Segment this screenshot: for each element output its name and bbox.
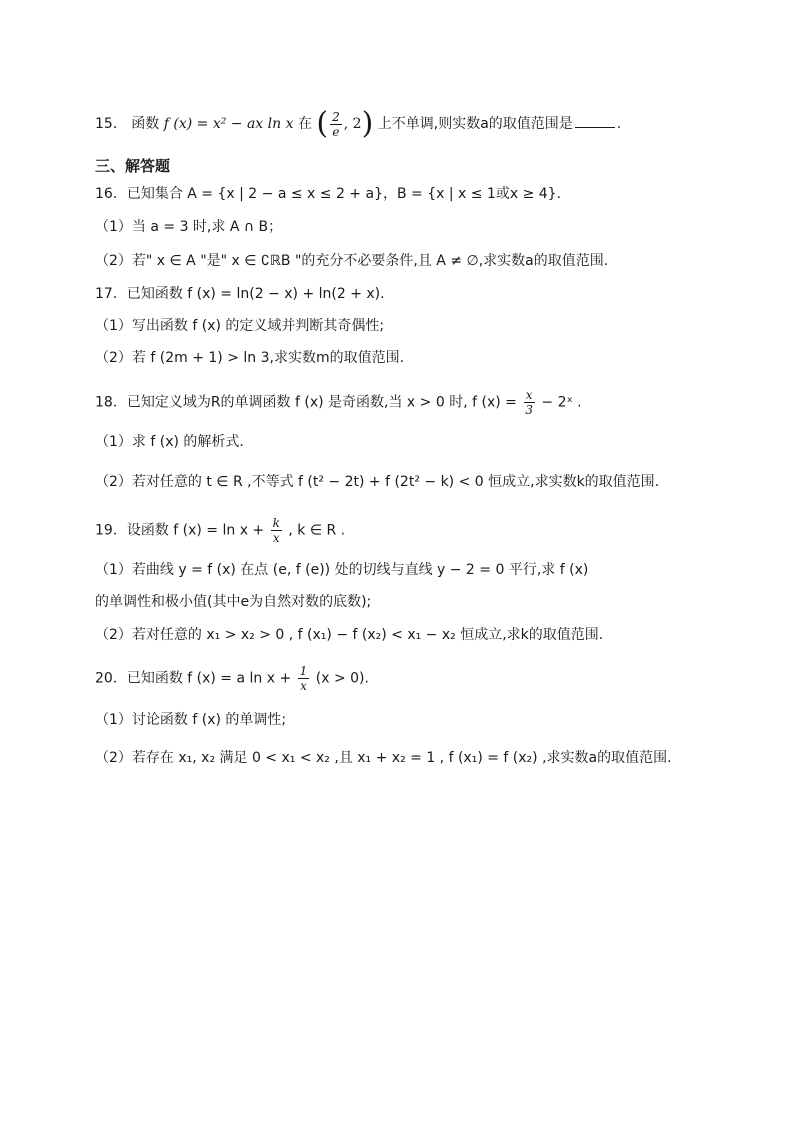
q19-stem: [95, 516, 345, 545]
q19-stem-pre: 19．设函数 f (x) = ln x +: [95, 522, 265, 539]
q16-stem: 16．已知集合 A = {x | 2 − a ≤ x ≤ 2 + a}，B = {x | x ≤ 1或x ≥ 4}.: [95, 186, 562, 202]
answer-blank: [575, 113, 615, 128]
q15-frac-den: e: [332, 124, 340, 139]
q19-frac-den: x: [272, 531, 280, 545]
q18-frac-num: x: [525, 388, 533, 402]
q15-pre: 函数: [131, 116, 160, 132]
q18-fraction: [523, 388, 535, 417]
q19-fraction: [271, 516, 282, 545]
q20-part1: （1）讨论函数 f (x) 的单调性;: [95, 712, 287, 728]
left-paren: (: [316, 106, 329, 141]
q18-part2: （2）若对任意的 t ∈ R ,不等式 f (t² − 2t) + f (2t² − k) < 0 恒成立,求实数k的取值范围.: [95, 474, 660, 490]
q15-interval-end: , 2: [343, 116, 362, 132]
q18-stem-pre: 18．已知定义域为R的单调函数 f (x) 是奇函数,当 x > 0 时, f (x) =: [95, 394, 517, 411]
q19-part1-line2: 的单调性和极小值(其中e为自然对数的底数);: [95, 594, 372, 610]
question-15: [95, 106, 622, 141]
q15-fraction: [330, 110, 342, 139]
q15-number: 15．: [95, 116, 127, 132]
q17-stem: 17．已知函数 f (x) = ln(2 − x) + ln(2 + x).: [95, 286, 385, 302]
q20-part2: （2）若存在 x₁, x₂ 满足 0 < x₁ < x₂ ,且 x₁ + x₂ = 1 , f (x₁) = f (x₂) ,求实数a的取值范围.: [95, 750, 672, 766]
q19-part2: （2）若对任意的 x₁ > x₂ > 0 , f (x₁) − f (x₂) < x₁ − x₂ 恒成立,求k的取值范围.: [95, 627, 604, 643]
q19-stem-post: , k ∈ R .: [288, 522, 346, 539]
q16-part2: （2）若" x ∈ A "是" x ∈ ∁ℝB "的充分不必要条件,且 A ≠ ∅,求实数a的取值范围.: [95, 253, 609, 269]
q15-mid: 在: [297, 116, 312, 132]
q20-stem-post: (x > 0).: [315, 670, 369, 687]
q19-frac-num: k: [272, 516, 280, 530]
q20-fraction: [298, 664, 310, 693]
q18-stem: [95, 388, 582, 417]
q19-part1-line1: （1）若曲线 y = f (x) 在点 (e, f (e)) 处的切线与直线 y − 2 = 0 平行,求 f (x): [95, 562, 589, 578]
q18-frac-den: 3: [525, 403, 533, 417]
q15-frac-num: 2: [332, 109, 340, 124]
q17-part2: （2）若 f (2m + 1) > ln 3,求实数m的取值范围.: [95, 350, 405, 366]
q15-post: 上不单调,则实数a的取值范围是: [377, 116, 573, 132]
q20-stem-pre: 20．已知函数 f (x) = a ln x +: [95, 670, 292, 687]
right-paren: ): [361, 106, 374, 141]
q20-frac-num: 1: [299, 664, 308, 678]
q17-part1: （1）写出函数 f (x) 的定义域并判断其奇偶性;: [95, 318, 385, 334]
q15-expression: f (x) = x² − ax ln x: [163, 116, 294, 132]
q18-stem-post: − 2ˣ .: [541, 394, 582, 411]
q16-part1: （1）当 a = 3 时,求 A ∩ B；: [95, 219, 283, 235]
q20-frac-den: x: [300, 679, 307, 693]
q18-part1: （1）求 f (x) 的解析式.: [95, 434, 244, 450]
q15-end: .: [616, 116, 622, 132]
section-heading: 三、解答题: [95, 157, 171, 175]
q20-stem: [95, 664, 369, 693]
